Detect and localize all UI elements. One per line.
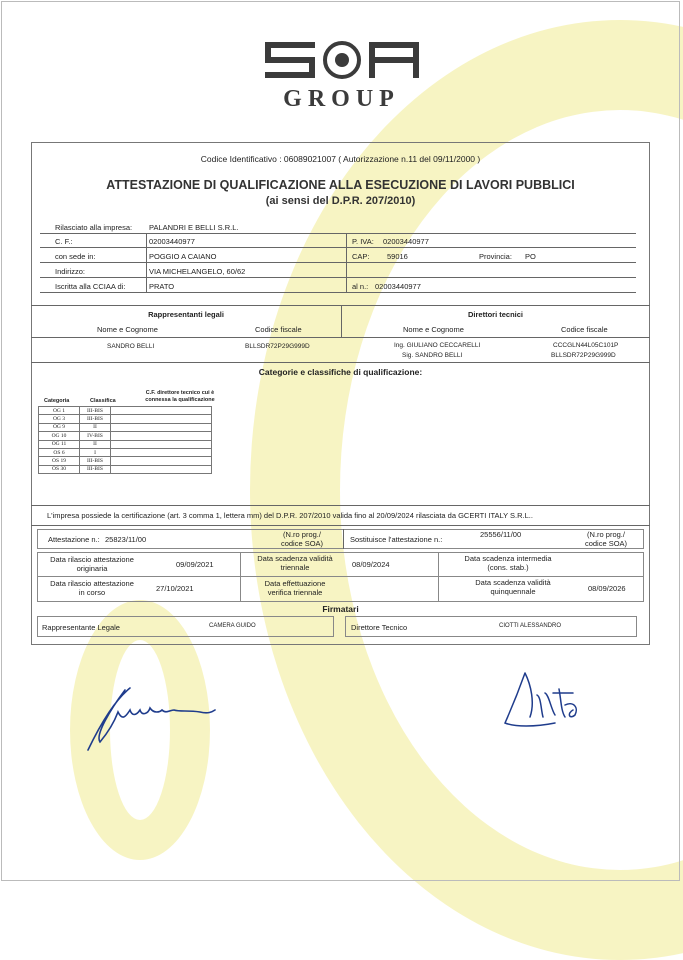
sede-value: POGGIO A CAIANO [149, 252, 217, 261]
categoria-cell-dir [111, 457, 212, 465]
rule [31, 362, 650, 363]
rule [343, 529, 344, 549]
attestazione-nprog-2: codice SOA) [280, 539, 324, 548]
categoria-row [39, 423, 212, 431]
rule [40, 292, 636, 293]
rilascio-corso-value: 27/10/2021 [156, 584, 194, 593]
rilasciato-label: Rilasciato alla impresa: [55, 223, 133, 232]
scad-quinq-label-1: Data scadenza validità [475, 578, 551, 587]
sostituisce-value: 25556/11/00 [480, 530, 522, 539]
firmatari-dir-label: Direttore Tecnico [351, 623, 408, 632]
signature-direttore [495, 665, 595, 740]
rilascio-orig-label-2: originaria [76, 564, 108, 573]
page-subtitle: (ai sensi del D.P.R. 207/2010) [265, 195, 416, 207]
page-title: ATTESTAZIONE DI QUALIFICAZIONE ALLA ESECUZIONE DI LAVORI PUBBLICI [106, 178, 575, 192]
certificazione-text: L'impresa possiede la certificazione (art. 3 comma 1, lettera mm) del D.P.R. 207/2010 valida fino al 20/09/2024 rilasciata da GCERTI ITALY S.R.L.. [47, 511, 533, 520]
aln-value: 02003440977 [375, 282, 421, 291]
categoria-cell-cls: I [80, 448, 111, 456]
rapp-col-cf: Codice fiscale [255, 325, 302, 334]
categoria-row [39, 457, 212, 465]
categoria-cell-dir [111, 423, 212, 431]
cf-label: C. F.: [55, 237, 73, 246]
categoria-cell-cat: OS 6 [39, 448, 80, 456]
cciaa-value: PRATO [149, 282, 175, 291]
scad-quinq-label-2: quinquennale [490, 587, 536, 596]
dir-row-nome: Ing. GIULIANO CECCARELLI [394, 342, 481, 349]
rilascio-orig-value: 09/09/2021 [176, 560, 214, 569]
categoria-cell-cls: II [80, 423, 111, 431]
rule [37, 576, 644, 577]
provincia-label: Provincia: [479, 252, 512, 261]
cat-col-categoria: Categoria [44, 398, 70, 404]
attestazione-num-label: Attestazione n.: [48, 535, 100, 544]
rilascio-corso-label-1: Data rilascio attestazione [50, 579, 134, 588]
cap-label: CAP: [352, 252, 370, 261]
categorie-title: Categorie e classifiche di qualificazione: [258, 367, 423, 377]
sostituisce-label: Sostituisce l'attestazione n.: [350, 535, 443, 544]
rapp-row-nome: SANDRO BELLI [107, 343, 155, 350]
rule [40, 262, 636, 263]
rule [40, 247, 636, 248]
rule [40, 233, 636, 234]
direttori-title: Direttori tecnici [467, 310, 523, 319]
cat-col-classifica: Classifica [90, 398, 116, 404]
categorie-table [38, 406, 212, 474]
scad-interm-label-2: (cons. stab.) [487, 563, 529, 572]
scad-trien-label-2: triennale [280, 563, 310, 572]
rappresentanti-title: Rappresentanti legali [148, 310, 224, 319]
rule [31, 525, 650, 526]
soa-logo-mark [257, 36, 427, 86]
cciaa-label: Iscritta alla CCIAA di: [55, 282, 126, 291]
cat-col-direttore-1: C.F. direttore tecnico cui è [145, 390, 215, 396]
rilasciato-value: PALANDRI E BELLI S.R.L. [149, 223, 239, 232]
firmatari-rapp-label: Rappresentante Legale [42, 623, 120, 632]
firmatari-title: Firmatari [322, 604, 359, 614]
sostituisce-nprog-2: codice SOA) [584, 539, 628, 548]
rapp-col-nome: Nome e Cognome [97, 325, 158, 334]
categoria-row [39, 448, 212, 456]
logo-group-text: GROUP [283, 86, 400, 112]
rule [31, 337, 650, 338]
categoria-cell-cls: II [80, 440, 111, 448]
aln-label: al n.: [352, 282, 369, 291]
rilascio-orig-label-1: Data rilascio attestazione [50, 555, 134, 564]
attestazione-nprog-1: (N.ro prog./ [283, 530, 321, 539]
rule [146, 233, 147, 292]
categoria-row [39, 440, 212, 448]
categoria-cell-cat: OG 3 [39, 415, 80, 423]
attestazione-num-value: 25823/11/00 [105, 535, 147, 544]
scad-interm-label-1: Data scadenza intermedia [464, 554, 552, 563]
categoria-cell-cat: OG 1 [39, 407, 80, 415]
categoria-cell-dir [111, 448, 212, 456]
dir-col-nome: Nome e Cognome [403, 325, 464, 334]
scad-quinq-value: 08/09/2026 [588, 584, 626, 593]
categoria-cell-cls: III-BIS [80, 407, 111, 415]
categoria-cell-cat: OS 30 [39, 465, 80, 473]
dir-col-cf: Codice fiscale [561, 325, 608, 334]
categoria-cell-dir [111, 407, 212, 415]
categoria-cell-dir [111, 432, 212, 440]
categoria-cell-cls: IV-BIS [80, 432, 111, 440]
rilascio-corso-label-2: in corso [78, 588, 106, 597]
soa-logo [0, 36, 683, 91]
cf-value: 02003440977 [149, 237, 195, 246]
categoria-cell-cls: III-BIS [80, 457, 111, 465]
sostituisce-nprog-1: (N.ro prog./ [587, 530, 625, 539]
provincia-value: PO [525, 252, 536, 261]
categoria-cell-dir [111, 415, 212, 423]
categoria-row [39, 465, 212, 473]
dir-row-cf: CCCGLN44L05C101P [553, 342, 619, 349]
categoria-cell-cat: OG 11 [39, 440, 80, 448]
firmatari-rapp-value: CAMERA GUIDO [209, 623, 256, 629]
rule [341, 305, 342, 337]
piva-value: 02003440977 [383, 237, 429, 246]
categoria-row [39, 407, 212, 415]
indirizzo-value: VIA MICHELANGELO, 60/62 [149, 267, 246, 276]
indirizzo-label: Indirizzo: [55, 267, 86, 276]
categoria-cell-cls: III-BIS [80, 465, 111, 473]
cat-col-direttore-2: connessa la qualificazione [145, 397, 215, 403]
rule [31, 505, 650, 506]
piva-label: P. IVA: [352, 237, 374, 246]
categoria-cell-dir [111, 465, 212, 473]
categoria-cell-cat: OG 9 [39, 423, 80, 431]
cap-value: 59016 [387, 252, 408, 261]
sede-label: con sede in: [55, 252, 96, 261]
rule [40, 277, 636, 278]
verifica-label-1: Data effettuazione [264, 579, 326, 588]
rapp-row-cf: BLLSDR72P29G999D [245, 343, 310, 350]
dir-row-nome: Sig. SANDRO BELLI [402, 352, 463, 359]
signature-rappresentante [70, 680, 220, 760]
categoria-row [39, 432, 212, 440]
categoria-row [39, 415, 212, 423]
scad-trien-label-1: Data scadenza validità [257, 554, 333, 563]
rule [346, 233, 347, 292]
dir-row-cf: BLLSDR72P29G999D [551, 352, 616, 359]
categoria-cell-dir [111, 440, 212, 448]
firmatari-dir-value: CIOTTI ALESSANDRO [499, 623, 562, 629]
categoria-cell-cat: OS 19 [39, 457, 80, 465]
codice-identificativo: Codice Identificativo : 06089021007 ( Autorizzazione n.11 del 09/11/2000 ) [200, 154, 481, 164]
categoria-cell-cat: OG 10 [39, 432, 80, 440]
verifica-label-2: verifica triennale [267, 588, 323, 597]
categoria-cell-cls: III-BIS [80, 415, 111, 423]
scad-trien-value: 08/09/2024 [352, 560, 390, 569]
